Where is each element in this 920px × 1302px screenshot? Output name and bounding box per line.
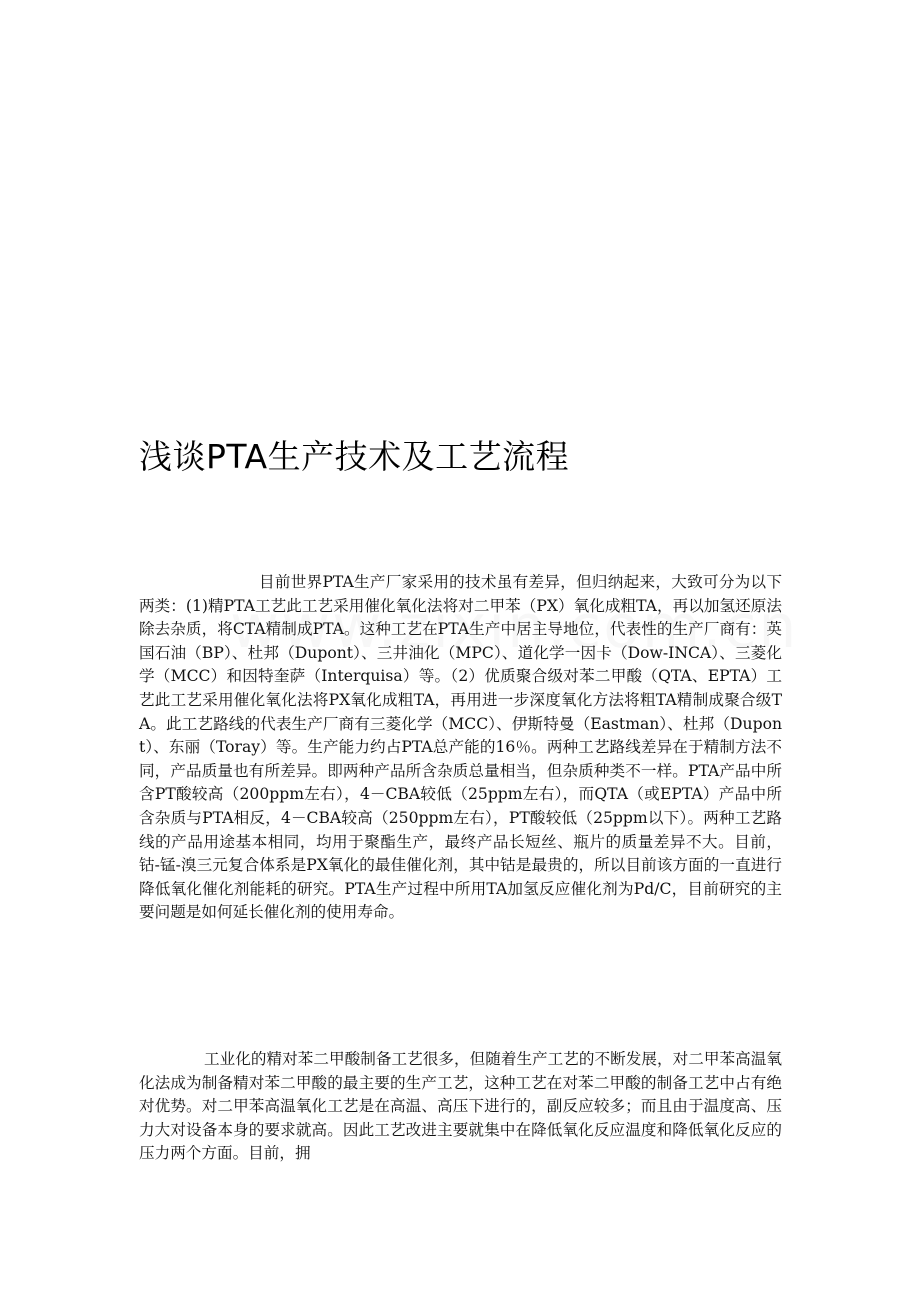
body-paragraph-1: 目前世界PTA生产厂家采用的技术虽有差异，但归纳起来，大致可分为以下两类：(1)精PTA工艺此工艺采用催化氧化法将对二甲苯（PX）氧化成粗TA，再以加氢还原法除去杂质，将CTA精制成PTA。这种工艺在PTA生产中居主导地位，代表性的生产厂商有：英国石油（BP）、杜邦（Dupont）、三井油化（MPC）、道化学一因卡（Dow-INCA）、三菱化学（MCC）和因特奎萨（Interquisa）等。（2）优质聚合级对苯二甲酸（QTA、EPTA）工艺此工艺采用催化氧化法将PX氧化成粗TA，再用进一步深度氧化方法将粗TA精制成聚合级TA。此工艺路线的代表生产厂商有三菱化学（MCC）、伊斯特曼（Eastman）、杜邦（Dupont）、东丽（Toray）等。生产能力约占PTA总产能的16％。两种工艺路线差异在于精制方法不同，产品质量也有所差异。即两种产品所含杂质总量相当，但杂质种类不一样。PTA产品中所含PT酸较高（200ppm左右），4－CBA较低（25ppm左右），而QTA（或EPTA）产品中所含杂质与PTA相反，4－CBA较高（250ppm左右），PT酸较低（25ppm以下）。两种工艺路线的产品用途基本相同，均用于聚酯生产，最终产品长短丝、瓶片的质量差异不大。目前，钴-锰-溴三元复合体系是PX氧化的最佳催化剂，其中钴是最贵的，所以目前该方面的一直进行降低氧化催化剂能耗的研究。PTA生产过程中所用TA加氢反应催化剂为Pd/C，目前研究的主要问题是如何延长催化剂的使用寿命。 [139, 573, 782, 922]
body-paragraph-2: 工业化的精对苯二甲酸制备工艺很多，但随着生产工艺的不断发展，对二甲苯高温氧化法成为制备精对苯二甲酸的最主要的生产工艺，这种工艺在对苯二甲酸的制备工艺中占有绝对优势。对二甲苯高温氧化工艺是在高温、高压下进行的，副反应较多；而且由于温度高、压力大对设备本身的要求就高。因此工艺改进主要就集中在降低氧化反应温度和降低氧化反应的压力两个方面。目前，拥 [139, 1050, 782, 1163]
document-title: 浅谈PTA生产技术及工艺流程 [139, 437, 570, 476]
